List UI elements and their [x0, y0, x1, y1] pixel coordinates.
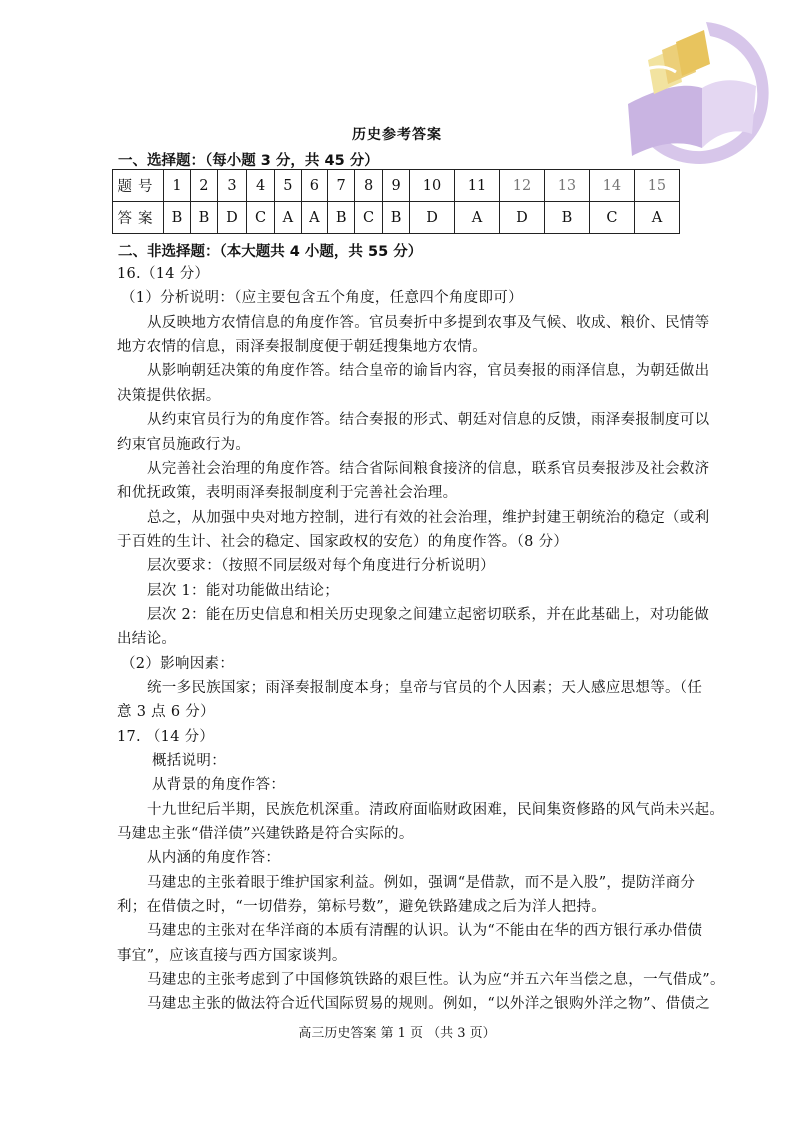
subquestion-1-heading: （1）分析说明：（应主要包含五个角度，任意四个角度即可） [121, 290, 523, 306]
section-heading-essay: 二、非选择题：（本大题共 4 小题，共 55 分） [118, 244, 423, 260]
table-cell: 9 [383, 170, 410, 202]
table-cell: 10 [410, 170, 455, 202]
paragraph-line: 马建忠的主张考虑到了中国修筑铁路的艰巨性。认为应“并五六年当偿之息，一气借成”。 [147, 972, 725, 988]
table-header-cell: 题号 [113, 170, 164, 202]
table-cell: B [190, 202, 217, 234]
paragraph-line: 总之，从加强中央对地方控制，进行有效的社会治理，维护封建王朝统治的稳定（或利 [147, 510, 710, 526]
table-cell: 1 [164, 170, 191, 202]
paragraph-line: 从完善社会治理的角度作答。结合省际间粮食接济的信息，联系官员奏报涉及社会救济 [147, 461, 710, 477]
table-cell: 6 [301, 170, 328, 202]
paragraph-line: 统一多民族国家；雨泽奏报制度本身；皇帝与官员的个人因素；天人感应思想等。（任 [147, 680, 703, 696]
paragraph-line: 利；在借债之时，“一切借券，第标号数”，避免铁路建成之后为洋人把持。 [117, 899, 607, 915]
paragraph-line: 层次 1：能对功能做出结论； [147, 583, 340, 599]
table-row [113, 202, 680, 234]
section-heading-choice: 一、选择题：（每小题 3 分，共 45 分） [118, 153, 379, 169]
paragraph-line: 于百姓的生计、社会的稳定、国家政权的安危）的角度作答。（8 分） [117, 534, 569, 550]
table-cell: 2 [190, 170, 217, 202]
table-cell: 15 [634, 170, 679, 202]
paragraph-line: 马建忠的主张着眼于维护国家利益。例如，强调“是借款，而不是入股”，提防洋商分 [147, 875, 696, 891]
paragraph-line: 出结论。 [117, 631, 177, 647]
table-cell: C [589, 202, 634, 234]
paragraph-line: 层次 2：能在历史信息和相关历史现象之间建立起密切联系，并在此基础上，对功能做 [147, 607, 710, 623]
table-cell: D [410, 202, 455, 234]
paragraph-line: 从内涵的角度作答： [147, 850, 281, 866]
table-cell: C [247, 202, 275, 234]
question-17-heading: 17. （14 分） [117, 729, 215, 745]
paragraph-line: 从背景的角度作答： [152, 777, 286, 793]
table-cell: 12 [499, 170, 544, 202]
question-16-heading: 16.（14 分） [117, 266, 210, 282]
paragraph-line: 从约束官员行为的角度作答。结合奏报的形式、朝廷对信息的反馈，雨泽奏报制度可以 [147, 412, 710, 428]
table-cell: 14 [589, 170, 634, 202]
paragraph-line: 概括说明： [152, 753, 226, 769]
subquestion-2-heading: （2）影响因素： [121, 656, 235, 672]
paragraph-line: 马建忠的主张对在华洋商的本质有清醒的认识。认为“不能由在华的西方银行承办借债 [147, 923, 703, 939]
answer-table [112, 169, 680, 234]
paragraph-line: 和优抚政策，表明雨泽奏报制度利于完善社会治理。 [117, 485, 458, 501]
table-cell: B [544, 202, 589, 234]
paragraph-line: 约束官员施政行为。 [117, 437, 251, 453]
page-title: 历史参考答案 [352, 127, 442, 143]
table-cell: A [455, 202, 500, 234]
paragraph-line: 马建忠主张的做法符合近代国际贸易的规则。例如，“以外洋之银购外洋之物”、借债之 [147, 996, 711, 1012]
paragraph-line: 事宜”，应该直接与西方国家谈判。 [117, 948, 347, 964]
table-cell: A [301, 202, 328, 234]
paragraph-line: 意 3 点 6 分） [117, 704, 215, 720]
paragraph-line: 从反映地方农情信息的角度作答。官员奏折中多提到农事及气候、收成、粮价、民情等 [147, 315, 710, 331]
table-cell: D [499, 202, 544, 234]
table-cell: A [634, 202, 679, 234]
table-cell: 8 [355, 170, 383, 202]
table-cell: 5 [275, 170, 302, 202]
table-cell: C [355, 202, 383, 234]
table-header-cell: 答案 [113, 202, 164, 234]
table-cell: A [275, 202, 302, 234]
paragraph-line: 地方农情的信息，雨泽奏报制度便于朝廷搜集地方农情。 [117, 339, 487, 355]
table-cell: B [164, 202, 191, 234]
table-cell: D [217, 202, 246, 234]
page-footer: 高三历史答案 第 1 页 （共 3 页） [298, 1026, 496, 1041]
table-row [113, 170, 680, 202]
paragraph-line: 决策提供依据。 [117, 388, 221, 404]
table-cell: 11 [455, 170, 500, 202]
table-cell: 13 [544, 170, 589, 202]
table-cell: 4 [247, 170, 275, 202]
paragraph-line: 层次要求：（按照不同层级对每个角度进行分析说明） [147, 558, 495, 574]
paragraph-line: 从影响朝廷决策的角度作答。结合皇帝的谕旨内容，官员奏报的雨泽信息，为朝廷做出 [147, 363, 710, 379]
table-cell: 7 [328, 170, 355, 202]
table-cell: B [383, 202, 410, 234]
book-logo-icon [618, 8, 776, 168]
paragraph-line: 十九世纪后半期，民族危机深重。清政府面临财政困难，民间集资修路的风气尚未兴起。 [147, 802, 725, 818]
table-cell: 3 [217, 170, 246, 202]
paragraph-line: 马建忠主张“借洋债”兴建铁路是符合实际的。 [117, 826, 414, 842]
table-cell: B [328, 202, 355, 234]
